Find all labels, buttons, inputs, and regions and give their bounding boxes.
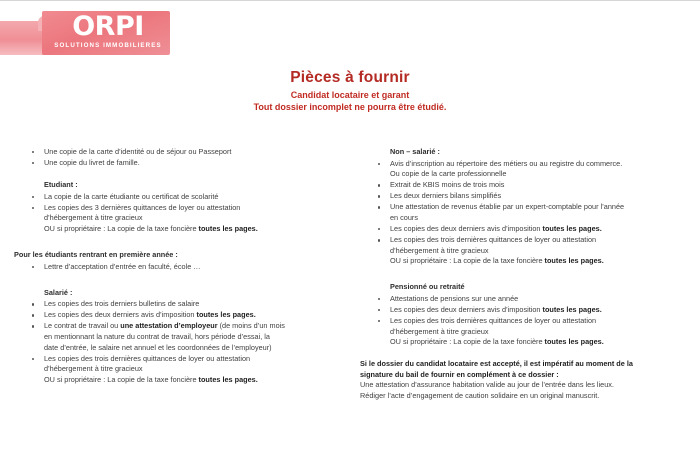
list-item (360, 316, 692, 348)
spacer (14, 169, 344, 180)
spacer (14, 273, 344, 288)
section-heading-premiere-annee: Pour les étudiants rentrant en première année : (14, 250, 178, 260)
pensionne-list (360, 294, 692, 348)
list-item (14, 262, 344, 273)
list-item-bold: toutes les pages. (542, 224, 602, 234)
list-item-text: Le contrat de travail ou (44, 321, 121, 331)
section-pensionne (360, 282, 692, 347)
premiere-annee-list (14, 262, 344, 273)
spacer (360, 348, 692, 359)
list-item-continuation: d’hébergement à titre gracieux (44, 364, 143, 374)
list-item-alternative (390, 337, 692, 348)
list-item (14, 299, 344, 310)
alt-text-bold: toutes les pages. (544, 337, 604, 347)
orpi-logo (0, 7, 170, 59)
list-item-continuation: Ou copie de la carte professionnelle (390, 169, 507, 179)
list-item (360, 235, 692, 267)
alt-text-bold: toutes les pages. (544, 256, 604, 266)
list-item-text: Avis d’inscription au répertoire des métiers ou au registre du commerce. (390, 158, 623, 168)
list-item-text: Les copies des trois dernières quittances de loyer ou attestation (44, 353, 251, 363)
list-item-alternative (390, 256, 692, 267)
list-item (14, 354, 344, 386)
list-item-text: Les deux derniers bilans simplifiés (390, 191, 502, 201)
list-item-text: Les copies des deux derniers avis d’imposition (390, 305, 543, 315)
list-item-text: Une attestation de revenus établie par un expert-comptable pour l’année (390, 202, 625, 212)
list-item (14, 310, 344, 321)
list-item (360, 191, 692, 202)
section-etudiant (14, 180, 344, 234)
alt-text-pre: OU si propriétaire : La copie de la taxe foncière (44, 374, 199, 384)
alt-text-pre: OU si propriétaire : La copie de la taxe foncière (390, 256, 545, 266)
list-item-continuation: en mentionnant la nature du contrat de travail, hors période d’essai, la (44, 332, 270, 342)
list-item-alternative (44, 224, 344, 235)
list-item-text: La copie de la carte étudiante ou certificat de scolarité (44, 191, 219, 201)
list-item-text: Extrait de KBIS moins de trois mois (390, 180, 505, 190)
section-premiere-annee (14, 250, 344, 272)
list-item (360, 202, 692, 223)
list-item-bold: une attestation d’employeur (120, 321, 218, 331)
list-item-alternative (44, 375, 344, 386)
list-item-continuation: en cours (390, 212, 418, 222)
right-column (360, 147, 692, 402)
list-item-bold: toutes les pages. (542, 305, 602, 315)
alt-text-bold: toutes les pages. (198, 223, 258, 233)
logo-tagline: SOLUTIONS IMMOBILIERES (54, 42, 162, 49)
list-item-text: Une copie de la carte d’identité ou de séjour ou Passeport (44, 147, 232, 156)
page-title: Pièces à fournir (290, 69, 410, 86)
list-item (14, 321, 344, 353)
list-item (360, 224, 692, 235)
left-column (14, 147, 344, 386)
section-heading-salarie: Salarié : (44, 287, 73, 297)
non-salarie-list (360, 159, 692, 267)
section-heading-pensionne: Pensionné ou retraité (390, 282, 465, 292)
alt-text-pre: OU si propriétaire : La copie de la taxe foncière (390, 337, 545, 347)
page-subtitle-1: Candidat locataire et garant (290, 90, 410, 100)
list-item-text: Les copies des deux derniers avis d’imposition (390, 224, 543, 234)
list-item-text: Attestations de pensions sur une année (390, 293, 519, 303)
list-item (360, 305, 692, 316)
closing-line-2: Rédiger l’acte d’engagement de caution solidaire en un original manuscrit. (360, 391, 600, 401)
salarie-list (14, 299, 344, 385)
section-closing-note (360, 359, 692, 401)
list-item (360, 159, 692, 180)
spacer (360, 267, 692, 282)
list-item (14, 192, 344, 203)
list-item-continuation: d’hébergement à titre gracieux (44, 213, 143, 223)
page-subtitle-2: Tout dossier incomplet ne pourra être étudié. (253, 102, 447, 112)
list-item (14, 147, 344, 158)
general-list (14, 147, 344, 169)
list-item-bold: toutes les pages. (196, 310, 256, 320)
spacer (14, 235, 344, 250)
section-heading-etudiant: Etudiant : (44, 180, 78, 190)
list-item-text: Lettre d’acceptation d’entrée en faculté, école … (44, 261, 201, 271)
closing-heading-line-1: Si le dossier du candidat locataire est accepté, il est impératif au moment de la (360, 359, 633, 369)
logo-wordmark: ORPI (72, 11, 144, 42)
section-heading-non-salarie: Non – salarié : (390, 147, 440, 156)
closing-line-1: Une attestation d’assurance habitation valide au jour de l’entrée dans les lieux. (360, 380, 614, 390)
list-item-continuation: d’hébergement à titre gracieux (390, 326, 489, 336)
list-item-text: Les copies des trois derniers bulletins de salaire (44, 299, 200, 309)
section-general (14, 147, 344, 169)
list-item-text: Les copies des trois dernières quittances de loyer ou attestation (390, 316, 597, 326)
section-non-salarie (360, 147, 692, 267)
etudiant-list (14, 192, 344, 235)
closing-heading-line-2: signature du bail de fournir en complément à ce dossier : (360, 369, 559, 379)
alt-text-pre: OU si propriétaire : La copie de la taxe foncière (44, 223, 199, 233)
title-block (0, 69, 700, 112)
list-item (360, 180, 692, 191)
list-item-text: Les copies des deux derniers avis d’imposition (44, 310, 197, 320)
list-item-text: Les copies des 3 dernières quittances de loyer ou attestation (44, 202, 241, 212)
list-item-text: Les copies des trois dernières quittances de loyer ou attestation (390, 235, 597, 245)
list-item-text: Une copie du livret de famille. (44, 158, 140, 168)
list-item (14, 158, 344, 169)
list-item (360, 294, 692, 305)
list-item (14, 203, 344, 235)
section-salarie (14, 288, 344, 386)
list-item-text-2: (de moins d’un mois (217, 321, 285, 331)
list-item-continuation: d’hébergement à titre gracieux (390, 245, 489, 255)
alt-text-bold: toutes les pages. (198, 374, 258, 384)
list-item-continuation-2: date d’entrée, le salaire net annuel et les coordonnées de l’employeur) (44, 342, 272, 352)
